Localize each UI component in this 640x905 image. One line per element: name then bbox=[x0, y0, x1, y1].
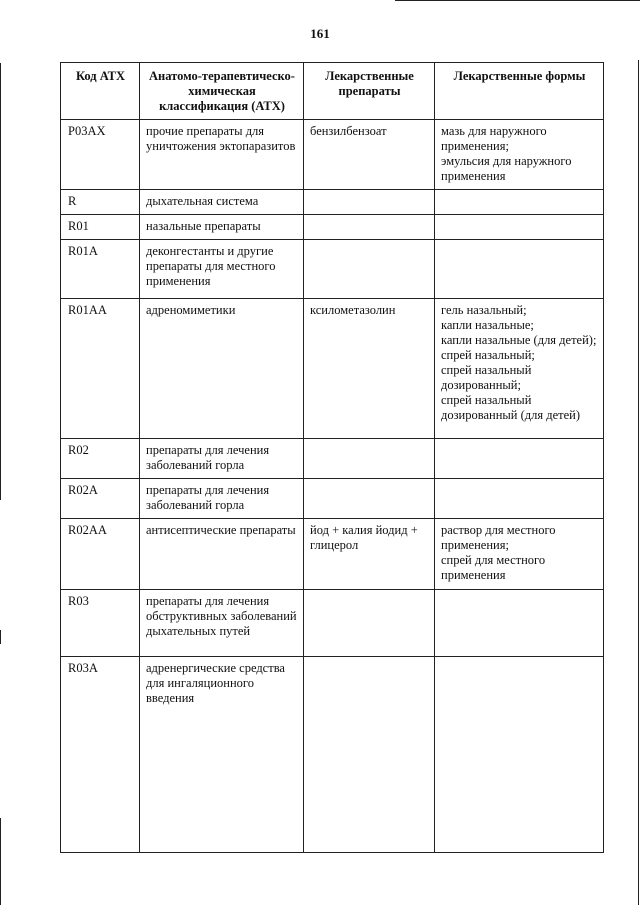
dosage-forms-cell bbox=[435, 120, 604, 190]
dosage-form-item: эмульсия для наружного применения bbox=[441, 154, 572, 183]
atc-table-body bbox=[61, 120, 604, 853]
drug-name-cell: ксилометазолин bbox=[304, 299, 435, 439]
drug-name-cell bbox=[304, 479, 435, 519]
page-number: 161 bbox=[310, 26, 330, 41]
atc-code-cell: R01AA bbox=[61, 299, 140, 439]
scan-edge-mark-top bbox=[395, 0, 640, 1]
dosage-forms-cell bbox=[435, 479, 604, 519]
atc-classification-cell: антисептические препараты bbox=[140, 519, 304, 590]
table-row bbox=[61, 479, 604, 519]
dosage-forms-cell bbox=[435, 590, 604, 657]
atc-classification-cell: препараты для лечения обструктивных заболеваний дыхательных путей bbox=[140, 590, 304, 657]
atc-classification-cell: адренергические средства для ингаляционного введения bbox=[140, 657, 304, 853]
drug-name-cell bbox=[304, 590, 435, 657]
dosage-forms-cell bbox=[435, 215, 604, 240]
atc-classification-cell: деконгестанты и другие препараты для местного применения bbox=[140, 240, 304, 299]
dosage-form-item: мазь для наружного применения; bbox=[441, 124, 547, 153]
drug-name-cell: бензилбензоат bbox=[304, 120, 435, 190]
drug-name-cell bbox=[304, 439, 435, 479]
header-dosage-forms: Лекарственные формы bbox=[435, 63, 604, 120]
table-row bbox=[61, 657, 604, 853]
dosage-forms-cell bbox=[435, 519, 604, 590]
scan-edge-mark-left-1 bbox=[0, 63, 1, 500]
dosage-form-item: спрей назальный; bbox=[441, 348, 535, 362]
table-row bbox=[61, 590, 604, 657]
dosage-forms-cell bbox=[435, 190, 604, 215]
dosage-forms-cell bbox=[435, 299, 604, 439]
dosage-form-item: спрей назальный дозированный; bbox=[441, 363, 532, 392]
table-row bbox=[61, 439, 604, 479]
dosage-form-item: раствор для местного применения; bbox=[441, 523, 556, 552]
atc-table bbox=[60, 62, 604, 853]
dosage-form-item: спрей для местного применения bbox=[441, 553, 546, 582]
dosage-form-item: спрей назальный дозированный (для детей) bbox=[441, 393, 581, 422]
scan-edge-mark-right bbox=[638, 60, 639, 905]
scan-edge-mark-left-3 bbox=[0, 818, 1, 905]
atc-classification-cell: препараты для лечения заболеваний горла bbox=[140, 439, 304, 479]
atc-code-cell: R02A bbox=[61, 479, 140, 519]
atc-code-cell: R02AA bbox=[61, 519, 140, 590]
atc-code-cell: R01A bbox=[61, 240, 140, 299]
atc-code-cell: R03A bbox=[61, 657, 140, 853]
dosage-form-item: капли назальные; bbox=[441, 318, 534, 332]
atc-classification-cell: назальные препараты bbox=[140, 215, 304, 240]
atc-classification-cell: дыхательная система bbox=[140, 190, 304, 215]
table-row bbox=[61, 240, 604, 299]
table-row bbox=[61, 299, 604, 439]
atc-code-cell: R03 bbox=[61, 590, 140, 657]
atc-classification-cell: прочие препараты для уничтожения эктопаразитов bbox=[140, 120, 304, 190]
atc-code-cell: P03AX bbox=[61, 120, 140, 190]
drug-name-cell bbox=[304, 190, 435, 215]
atc-code-cell: R01 bbox=[61, 215, 140, 240]
dosage-forms-cell bbox=[435, 240, 604, 299]
scan-edge-mark-left-2 bbox=[0, 630, 1, 644]
table-row bbox=[61, 215, 604, 240]
dosage-forms-cell bbox=[435, 439, 604, 479]
table-row bbox=[61, 120, 604, 190]
drug-name-cell bbox=[304, 240, 435, 299]
header-drugs: Лекарственные препараты bbox=[304, 63, 435, 120]
atc-code-cell: R bbox=[61, 190, 140, 215]
dosage-form-item: капли назальные (для детей); bbox=[441, 333, 597, 347]
drug-name-cell: йод + калия йодид + глицерол bbox=[304, 519, 435, 590]
header-atc-classification: Анатомо-терапевтическо-химическая классификация (АТХ) bbox=[140, 63, 304, 120]
dosage-form-item: гель назальный; bbox=[441, 303, 527, 317]
drug-name-cell bbox=[304, 215, 435, 240]
table-header-row bbox=[61, 63, 604, 120]
atc-classification-cell: адреномиметики bbox=[140, 299, 304, 439]
drug-name-cell bbox=[304, 657, 435, 853]
table-row bbox=[61, 190, 604, 215]
atc-classification-cell: препараты для лечения заболеваний горла bbox=[140, 479, 304, 519]
header-atc-code: Код АТХ bbox=[61, 63, 140, 120]
dosage-forms-cell bbox=[435, 657, 604, 853]
atc-code-cell: R02 bbox=[61, 439, 140, 479]
table-row bbox=[61, 519, 604, 590]
